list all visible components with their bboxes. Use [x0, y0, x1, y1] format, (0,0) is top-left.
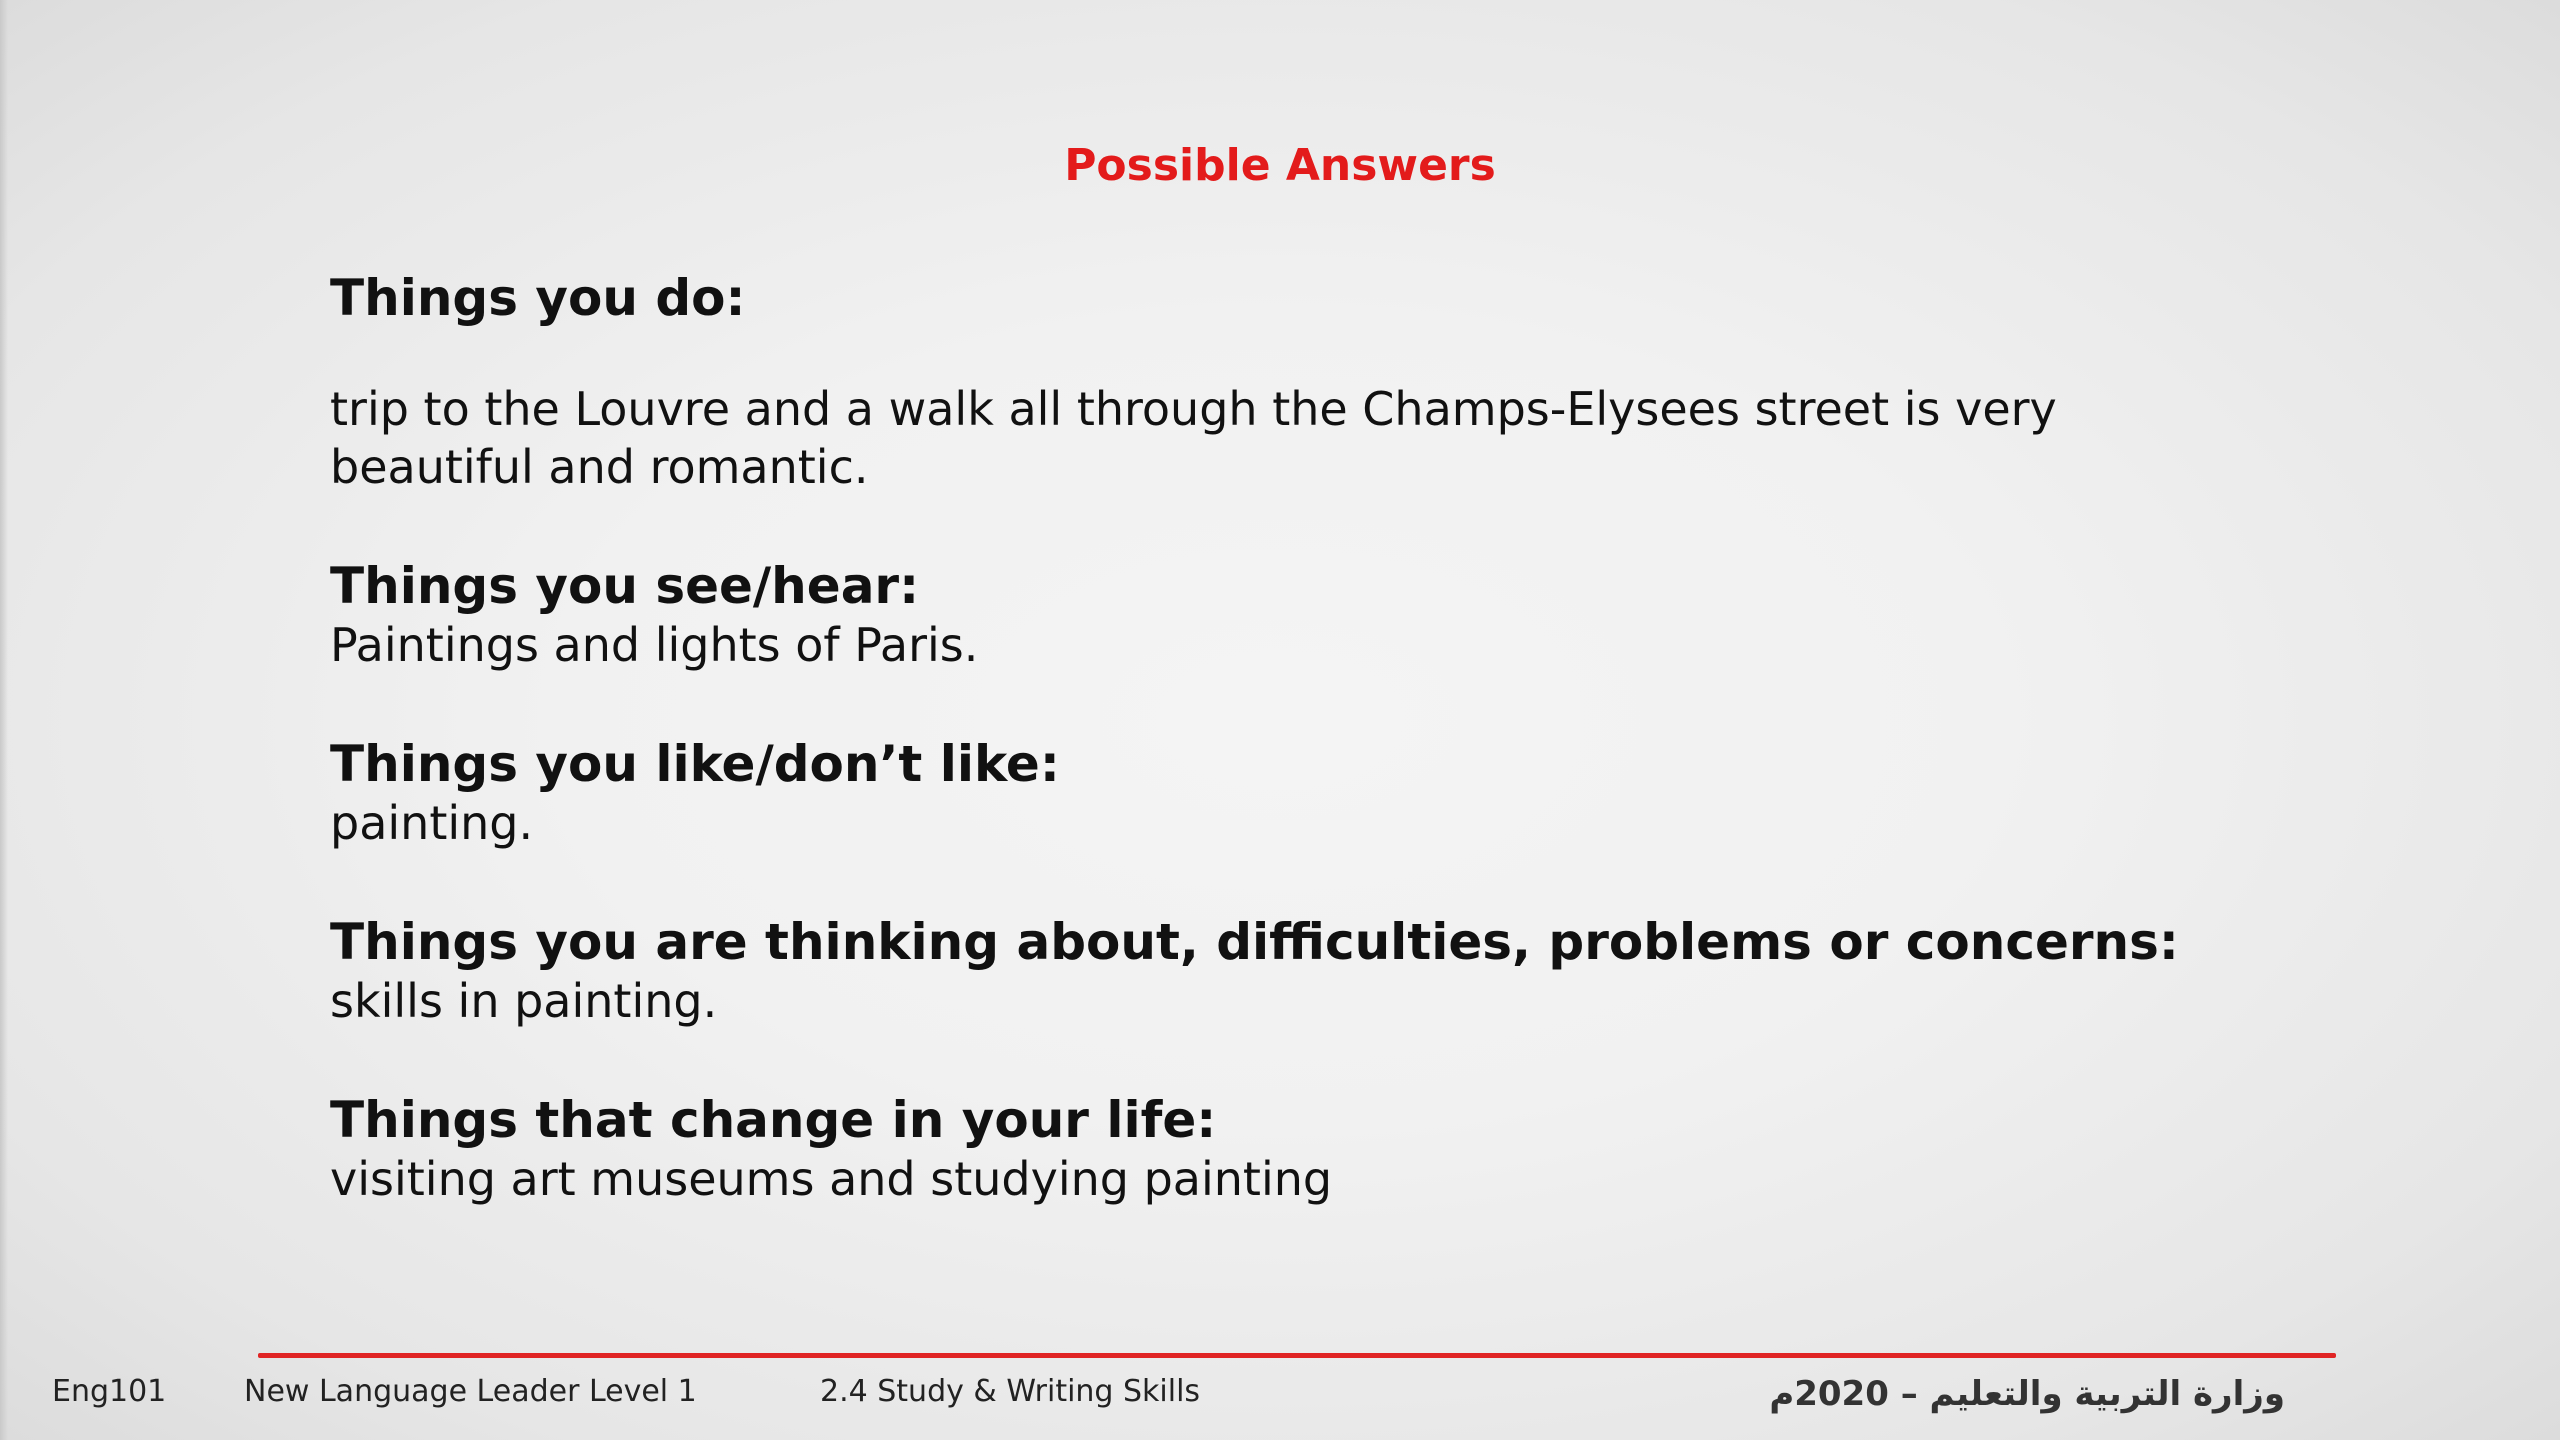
- section-line: visiting art museums and studying painting: [330, 1152, 1333, 1206]
- footer-course-code: Eng101: [52, 1374, 167, 1409]
- section-heading: Things that change in your life:: [330, 1091, 1217, 1149]
- section-heading: Things you are thinking about, difficulties, problems or concerns:: [330, 913, 2179, 971]
- section-heading: Things you like/don’t like:: [330, 735, 1060, 793]
- section-line: Paintings and lights of Paris.: [330, 618, 979, 672]
- section-things-that-change: [330, 1090, 2330, 1208]
- section-line: trip to the Louvre and a walk all through the Champs-Elysees street is very: [330, 382, 2057, 436]
- section-heading: Things you see/hear:: [330, 557, 920, 615]
- footer-divider: [258, 1353, 2336, 1358]
- section-things-you-see-hear: [330, 556, 2330, 674]
- section-heading: Things you do:: [330, 269, 746, 327]
- answers-content: [330, 268, 2330, 1208]
- footer-ministry: وزارة التربية والتعليم – 2020م: [1769, 1374, 2285, 1414]
- slide-edge-shadow: [0, 0, 8, 1440]
- section-things-thinking-about: [330, 912, 2330, 1030]
- section-line: painting.: [330, 796, 534, 850]
- section-things-you-do: [330, 268, 2330, 496]
- footer-book-title: New Language Leader Level 1: [244, 1374, 697, 1409]
- section-things-you-like: [330, 734, 2330, 852]
- section-line: beautiful and romantic.: [330, 440, 869, 494]
- footer-unit: 2.4 Study & Writing Skills: [820, 1374, 1201, 1409]
- section-line: skills in painting.: [330, 974, 718, 1028]
- slide-title: Possible Answers: [1064, 140, 1496, 191]
